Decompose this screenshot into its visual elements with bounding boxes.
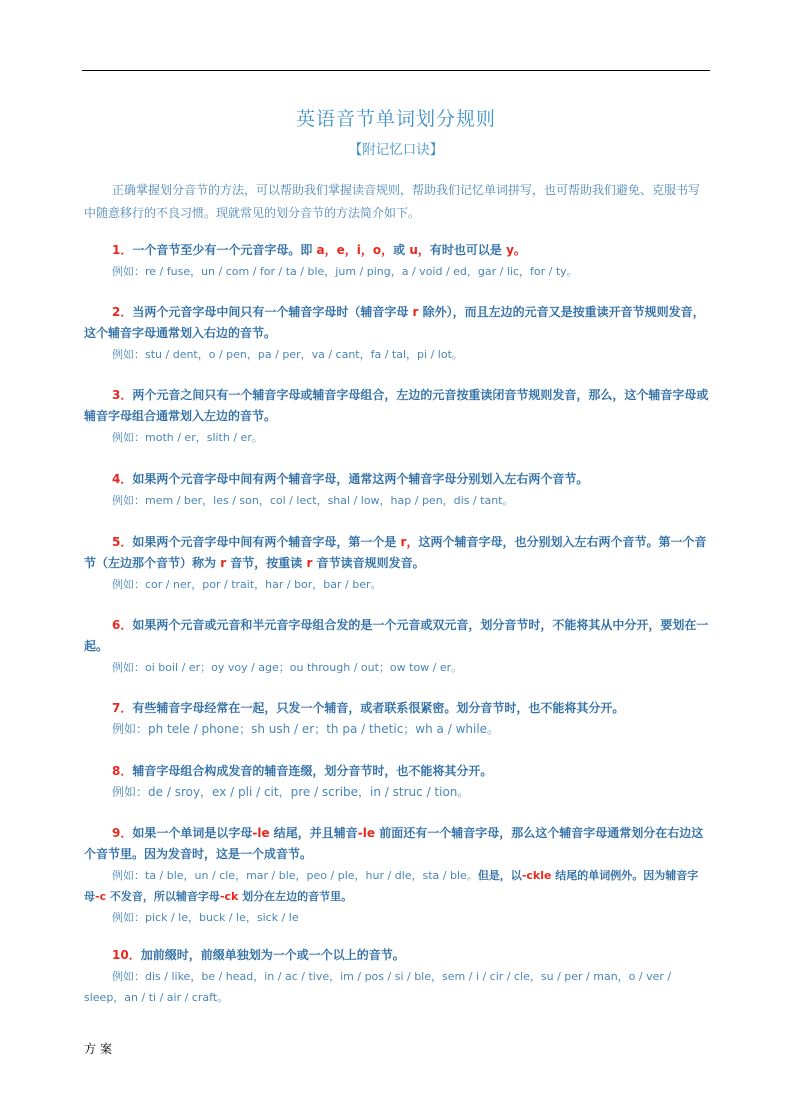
rule-example <box>84 344 710 365</box>
rule-text <box>84 302 710 344</box>
example-text: ta / ble，un / cle，mar / ble，peo / ple，hur / dle，sta / ble。 <box>145 869 478 882</box>
rule-text-part: 如果两个元音或元音和半元音字母组合发的是一个元音或双元音，划分音节时，不能将其从中分开，要划在一起。 <box>84 618 709 653</box>
rule-text-part: 前面还有一个辅音字母，那么这个辅音字母通常划分在右边这个音节里。因为发音时，这是一个成音节。 <box>84 826 704 861</box>
rule-text <box>84 823 710 865</box>
rule-number: 9． <box>112 826 133 840</box>
example-text: ph tele / phone；sh ush / er；th pa / thetic；wh a / while。 <box>148 722 500 736</box>
example-label: 例如： <box>112 970 145 983</box>
rule-highlight: -le <box>252 826 270 840</box>
example-text: stu / dent，o / pen，pa / per，va / cant，fa / tal，pi / lot。 <box>145 348 463 361</box>
rule-text-part: 当两个元音字母中间只有一个辅音字母时（辅音字母 <box>132 305 413 319</box>
rule-text <box>84 240 710 261</box>
exception-text: 不发音，所以辅音字母 <box>106 890 220 903</box>
rule-text <box>84 945 710 966</box>
rule-text-part: 辅音字母组合构成发音的辅音连缀，划分音节时，也不能将其分开。 <box>132 764 493 778</box>
footer-text: 方案 <box>84 1042 117 1056</box>
rule-text-part: 如果两个元音字母中间有两个辅音字母，通常这两个辅音字母分别划入左右两个音节。 <box>132 472 589 486</box>
rule-highlight: r <box>306 556 313 570</box>
rule-example <box>84 719 710 740</box>
page-subtitle: 【附记忆口诀】 <box>348 142 444 158</box>
rule-example <box>84 427 710 448</box>
example-text: cor / ner，por / trait，har / bor，bar / ber。 <box>145 578 382 591</box>
rule-10 <box>84 945 710 1008</box>
top-divider <box>82 70 710 71</box>
rule-5 <box>84 532 710 595</box>
rule-7 <box>84 698 710 740</box>
example-text: mem / ber，les / son，col / lect，shal / low，hap / pen，dis / tant。 <box>145 494 514 507</box>
exception-text: 结尾的单词例外。因为辅音字母 <box>84 869 699 903</box>
rule-number: 2． <box>112 305 133 319</box>
rule-9 <box>84 823 710 928</box>
example-text: de / sroy，ex / pli / cit，pre / scribe，in / struc / tion。 <box>148 785 470 799</box>
example-label: 例如： <box>112 348 145 361</box>
rule-highlight: r <box>220 556 227 570</box>
rule-text-part: 或 <box>393 243 410 257</box>
example-label: 例如： <box>112 494 145 507</box>
rule-text <box>84 698 710 719</box>
rule-text <box>84 385 710 427</box>
rule-6 <box>84 615 710 678</box>
example-text: oi boil / er；oy voy / age；ou through / out；ow tow / er。 <box>145 661 463 674</box>
rule-text-part: 这两个辅音字母，也分别划入左右两个音节。第一个音节（左边那个音节）称为 <box>84 535 707 570</box>
rule-3 <box>84 385 710 448</box>
rule-number: 10． <box>112 948 141 962</box>
exception-highlight: -c <box>95 890 107 903</box>
rule-number: 7． <box>112 701 133 715</box>
rule-highlight: u， <box>409 243 430 257</box>
rule-text-part: 有时也可以是 <box>429 243 507 257</box>
rule-text <box>84 532 710 574</box>
rule-text-part: 如果一个单词是以字母 <box>132 826 253 840</box>
rule-text-part: 音节，按重读 <box>226 556 307 570</box>
rule-number: 8． <box>112 764 133 778</box>
example-label: 例如： <box>112 911 145 924</box>
rule-1 <box>84 240 710 282</box>
rule-example <box>84 865 710 907</box>
example-text: dis / like，be / head，in / ac / tive，im / pos / si / ble，sem / i / cir / cle，su / per / man，o / ver / sleep，an / ti / air / craft。 <box>84 970 672 1004</box>
rule-number: 3． <box>112 388 133 402</box>
example-text: pick / le，buck / le，sick / le <box>145 911 299 924</box>
example-label: 例如： <box>112 578 145 591</box>
rule-example <box>84 261 710 282</box>
rule-8 <box>84 761 710 803</box>
example-label: 例如： <box>112 869 145 882</box>
exception-highlight: -ckle <box>521 869 552 882</box>
example-label: 例如： <box>112 785 149 799</box>
rule-text-part: 音节读音规则发音。 <box>312 556 425 570</box>
rule-text-part: 如果两个元音字母中间有两个辅音字母，第一个是 <box>132 535 401 549</box>
page-title: 英语音节单词划分规则 <box>295 108 496 130</box>
example-text: re / fuse，un / com / for / ta / ble，jum / ping，a / void / ed，gar / lic，for / ty。 <box>145 265 578 278</box>
rule-highlight: -le <box>357 826 376 840</box>
rule-2 <box>84 302 710 365</box>
exception-highlight: -ck <box>219 890 239 903</box>
rule-number: 4． <box>112 472 133 486</box>
intro-paragraph: 正确掌握划分音节的方法，可以帮助我们掌握读音规则，帮助我们记忆单词拼写，也可帮助我们避免、克服书写中随意移行的不良习惯。现就常见的划分音节的方法简介如下。 <box>84 183 701 220</box>
rule-text-part: 一个音节至少有一个元音字母。即 <box>132 243 317 257</box>
rule-number: 6． <box>112 618 133 632</box>
rule-example-2 <box>84 907 710 928</box>
example-label: 例如： <box>112 722 149 736</box>
rule-text-part: 有些辅音字母经常在一起，只发一个辅音，或者联系很紧密。划分音节时，也不能将其分开。 <box>132 701 625 715</box>
example-label: 例如： <box>112 431 145 444</box>
rule-example <box>84 966 710 1008</box>
rule-example <box>84 657 710 678</box>
rule-text-part: 加前缀时，前缀单独划为一个或一个以上的音节。 <box>140 948 405 962</box>
exception-text: 划分在左边的音节里。 <box>238 890 353 903</box>
rule-highlight: r <box>412 305 419 319</box>
rule-highlight: y。 <box>506 243 526 257</box>
rule-4 <box>84 469 710 511</box>
rule-number: 5． <box>112 535 133 549</box>
rule-example <box>84 782 710 803</box>
rule-text <box>84 469 710 490</box>
rule-text <box>84 761 710 782</box>
rule-highlight: r， <box>400 535 419 549</box>
rule-text <box>84 615 710 657</box>
exception-text: 但是，以 <box>477 869 522 882</box>
rule-example <box>84 574 710 595</box>
rule-example <box>84 490 710 511</box>
rule-highlight: a，e，i，o， <box>316 243 394 257</box>
example-label: 例如： <box>112 265 145 278</box>
rule-text-part: 结尾，并且辅音 <box>269 826 358 840</box>
rule-text-part: 除外），而且左边的元音又是按重读开音节规则发音，这个辅音字母通常划入右边的音节。 <box>84 305 705 340</box>
rule-number: 1． <box>112 243 133 257</box>
rule-text-part: 两个元音之间只有一个辅音字母或辅音字母组合，左边的元音按重读闭音节规则发音，那么，这个辅音字母或辅音字母组合通常划入左边的音节。 <box>84 388 709 423</box>
example-text: moth / er，slith / er。 <box>145 431 263 444</box>
example-label: 例如： <box>112 661 145 674</box>
